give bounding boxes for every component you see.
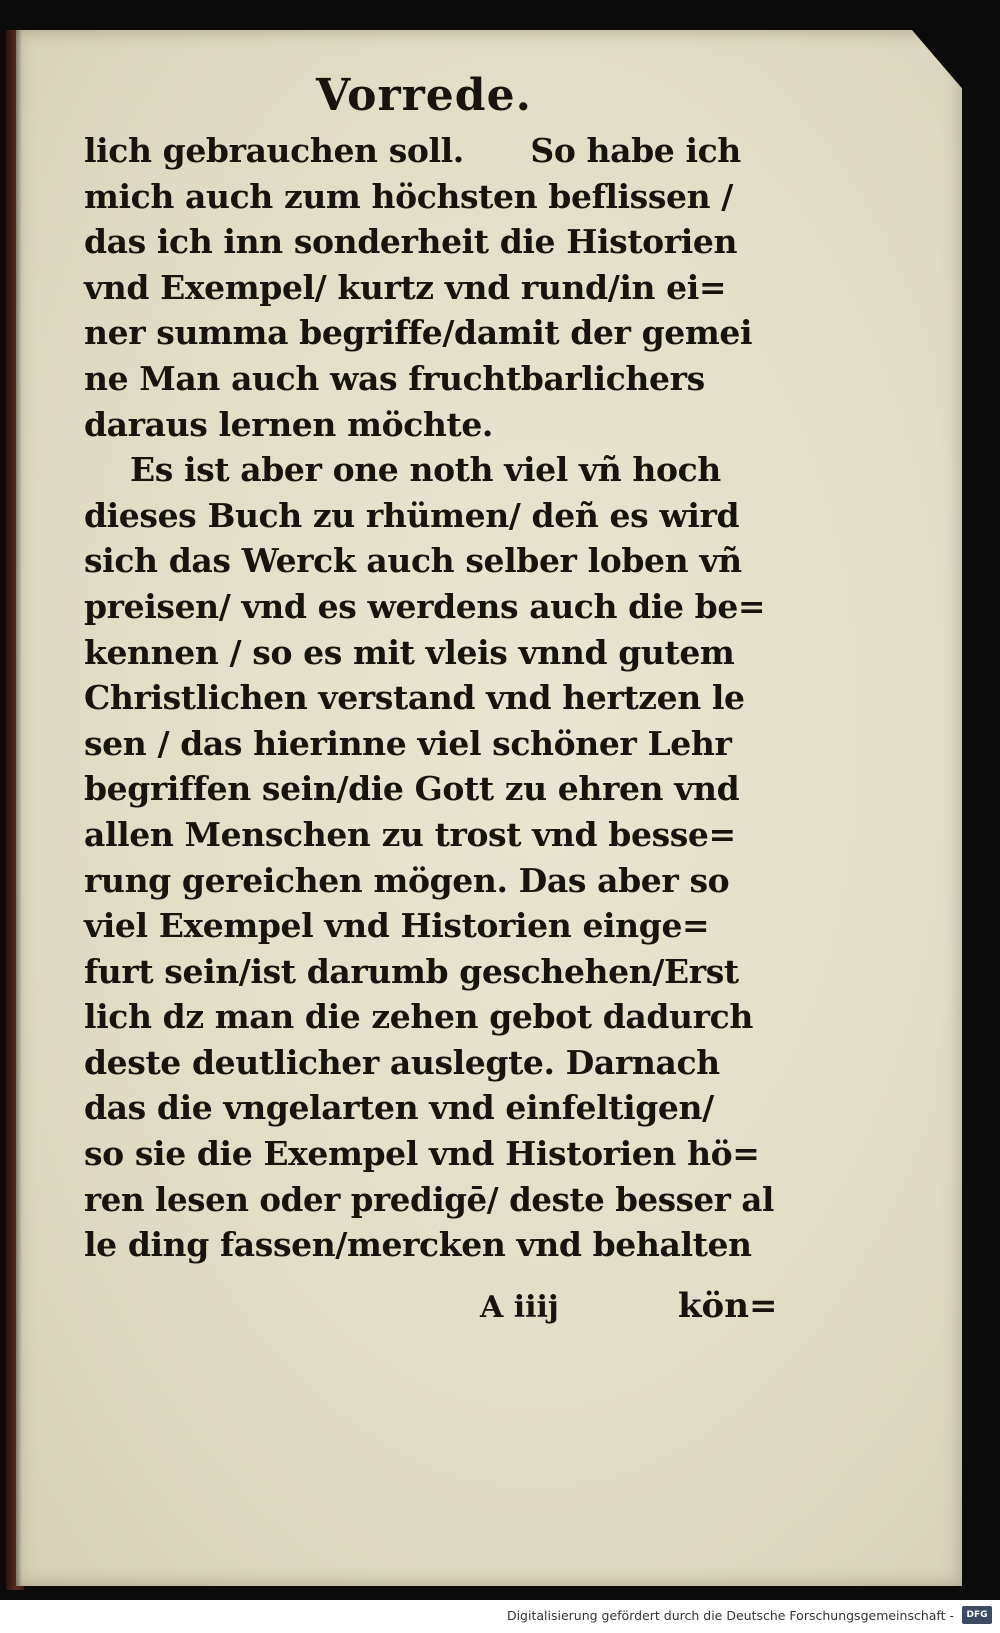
text-line: ren lesen oder predigē/ deste besser al	[84, 1179, 774, 1219]
text-line: daraus lernen möchte.	[84, 404, 494, 444]
text-line: sich das Werck auch selber loben vñ	[84, 541, 742, 581]
signature-mark: A iiij	[480, 1290, 559, 1325]
text-line: deste deutlicher auslegte. Darnach	[84, 1042, 720, 1082]
text-line: kennen / so es mit vleis vnnd gutem	[84, 632, 735, 672]
footer-bar	[0, 1600, 1000, 1633]
text-line: vnd Exempel/ kurtz vnd rund/in ei=	[84, 267, 727, 307]
gutter-shadow	[16, 30, 22, 1586]
text-line: viel Exempel vnd Historien einge=	[84, 906, 710, 946]
text-line: das ich inn sonderheit die Historien	[84, 222, 738, 262]
text-line: Christlichen verstand vnd hertzen le	[84, 678, 745, 718]
body-text	[84, 128, 774, 1268]
text-line: preisen/ vnd es werdens auch die be=	[84, 586, 766, 626]
text-line: mich auch zum höchsten beflissen /	[84, 176, 733, 216]
catchword: kön=	[678, 1286, 778, 1326]
text-line: ne Man auch was fruchtbarlichers	[84, 358, 705, 398]
text-line: sen / das hierinne viel schöner Lehr	[84, 723, 732, 763]
dfg-logo: DFG	[962, 1606, 992, 1624]
text-line: rung gereichen mögen. Das aber so	[84, 860, 730, 900]
running-head: Vorrede.	[316, 70, 532, 121]
text-line: dieses Buch zu rhümen/ deñ es wird	[84, 495, 740, 535]
text-line: so sie die Exempel vnd Historien hö=	[84, 1134, 760, 1174]
text-line: begriffen sein/die Gott zu ehren vnd	[84, 769, 740, 809]
text-line: le ding fassen/mercken vnd behalten	[84, 1225, 752, 1265]
text-line: lich dz man die zehen gebot dadurch	[84, 997, 753, 1037]
text-line: ner summa begriffe/damit der gemei	[84, 313, 753, 353]
text-line: das die vngelarten vnd einfeltigen/	[84, 1088, 714, 1128]
text-line: Es ist aber one noth viel vñ hoch	[130, 450, 721, 490]
text-line: furt sein/ist darumb geschehen/Erst	[84, 951, 739, 991]
text-line: lich gebrauchen soll. So habe ich	[84, 131, 741, 170]
text-line: allen Menschen zu trost vnd besse=	[84, 814, 736, 854]
funding-credit: Digitalisierung gefördert durch die Deutsche Forschungsgemeinschaft -	[506, 1608, 954, 1623]
